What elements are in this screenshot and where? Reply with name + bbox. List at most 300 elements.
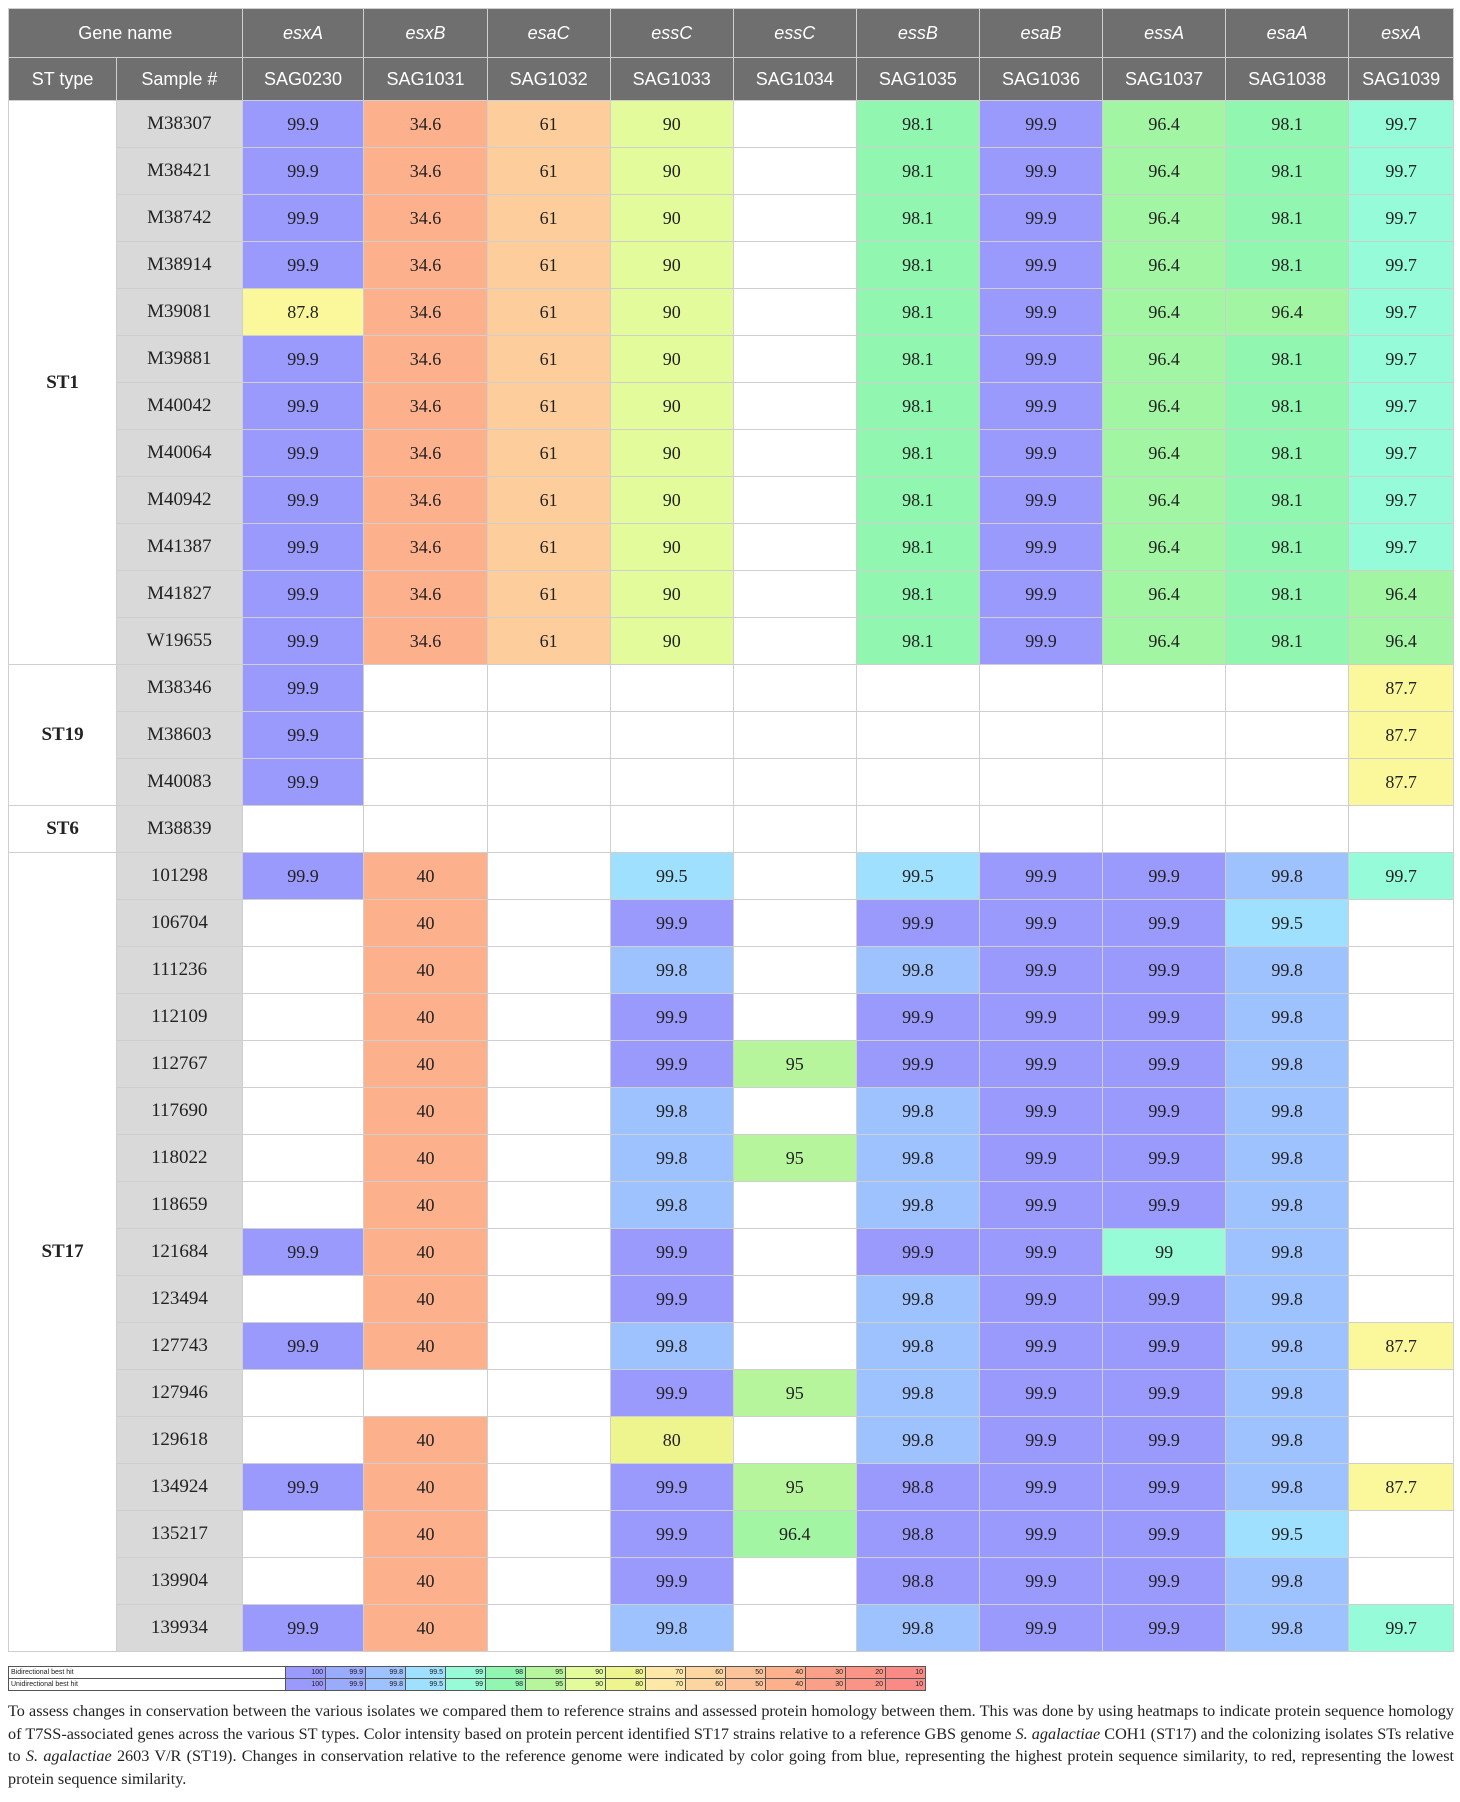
table-row <box>9 1323 1454 1370</box>
homology-cell: 99.9 <box>979 1511 1102 1558</box>
gene-header: esxA <box>242 9 364 58</box>
sample-cell: M39881 <box>117 336 242 383</box>
homology-cell: 90 <box>610 383 733 430</box>
homology-cell <box>733 665 856 712</box>
gene-id-header: SAG1037 <box>1103 58 1226 101</box>
homology-cell: 99.7 <box>1349 242 1454 289</box>
legend-swatch: 99 <box>446 1667 486 1679</box>
legend-label: Unidirectional best hit <box>9 1679 286 1691</box>
homology-cell <box>1349 1558 1454 1605</box>
sample-cell: M38346 <box>117 665 242 712</box>
table-row <box>9 1558 1454 1605</box>
homology-cell: 40 <box>364 1088 487 1135</box>
homology-cell: 96.4 <box>1103 430 1226 477</box>
gene-header: esxB <box>364 9 487 58</box>
homology-cell: 98.1 <box>1226 524 1349 571</box>
homology-cell: 96.4 <box>733 1511 856 1558</box>
homology-cell: 98.1 <box>1226 148 1349 195</box>
homology-cell <box>733 1229 856 1276</box>
homology-cell <box>1103 806 1226 853</box>
homology-cell: 99.7 <box>1349 195 1454 242</box>
legend-swatch: 30 <box>806 1679 846 1691</box>
homology-cell: 98.1 <box>856 336 979 383</box>
homology-cell: 34.6 <box>364 383 487 430</box>
homology-cell <box>487 900 610 947</box>
homology-cell: 96.4 <box>1103 289 1226 336</box>
homology-cell: 99.7 <box>1349 148 1454 195</box>
table-row <box>9 1276 1454 1323</box>
homology-cell: 99.8 <box>856 1276 979 1323</box>
homology-cell: 96.4 <box>1103 336 1226 383</box>
sample-cell: 127743 <box>117 1323 242 1370</box>
homology-cell: 99.9 <box>979 1417 1102 1464</box>
homology-cell <box>733 806 856 853</box>
homology-cell <box>364 712 487 759</box>
legend-swatch: 90 <box>566 1667 606 1679</box>
homology-cell: 99.9 <box>979 336 1102 383</box>
homology-cell <box>856 759 979 806</box>
homology-cell <box>364 759 487 806</box>
homology-cell <box>242 1370 364 1417</box>
homology-cell <box>487 1182 610 1229</box>
homology-cell: 98.1 <box>856 571 979 618</box>
homology-cell: 99.8 <box>610 1182 733 1229</box>
homology-cell: 98.1 <box>1226 571 1349 618</box>
homology-cell: 61 <box>487 242 610 289</box>
homology-cell: 99.9 <box>1103 1605 1226 1652</box>
homology-cell <box>242 1088 364 1135</box>
legend-swatch: 100 <box>286 1667 326 1679</box>
homology-cell: 90 <box>610 618 733 665</box>
homology-cell: 96.4 <box>1103 101 1226 148</box>
homology-cell: 99.8 <box>1226 1417 1349 1464</box>
homology-cell: 99.9 <box>979 1182 1102 1229</box>
homology-cell <box>242 900 364 947</box>
homology-cell <box>242 1041 364 1088</box>
homology-cell <box>856 806 979 853</box>
homology-cell: 99.8 <box>1226 1464 1349 1511</box>
table-row <box>9 383 1454 430</box>
homology-cell: 40 <box>364 1229 487 1276</box>
homology-cell: 99 <box>1103 1229 1226 1276</box>
table-row <box>9 289 1454 336</box>
homology-cell <box>733 900 856 947</box>
homology-cell: 99.7 <box>1349 853 1454 900</box>
homology-cell: 99.9 <box>979 1229 1102 1276</box>
homology-cell: 96.4 <box>1349 571 1454 618</box>
legend-swatch: 95 <box>526 1679 566 1691</box>
homology-cell <box>1349 806 1454 853</box>
homology-cell <box>733 1417 856 1464</box>
homology-cell: 99.9 <box>610 900 733 947</box>
homology-cell: 99.5 <box>856 853 979 900</box>
figure-caption <box>8 1700 1454 1790</box>
homology-cell: 40 <box>364 1605 487 1652</box>
homology-cell: 99.9 <box>610 1511 733 1558</box>
homology-cell: 99.7 <box>1349 524 1454 571</box>
homology-cell: 98.1 <box>1226 242 1349 289</box>
homology-cell: 87.7 <box>1349 1464 1454 1511</box>
homology-cell: 99.9 <box>242 336 364 383</box>
homology-cell: 99.8 <box>1226 947 1349 994</box>
homology-cell <box>733 524 856 571</box>
homology-cell <box>364 665 487 712</box>
homology-cell: 99.5 <box>610 853 733 900</box>
homology-cell <box>487 1558 610 1605</box>
homology-cell <box>733 994 856 1041</box>
homology-cell: 87.7 <box>1349 665 1454 712</box>
legend-swatch: 70 <box>646 1679 686 1691</box>
sample-cell: M38421 <box>117 148 242 195</box>
homology-cell: 99.9 <box>610 1370 733 1417</box>
homology-cell: 98.8 <box>856 1511 979 1558</box>
homology-cell: 96.4 <box>1103 242 1226 289</box>
sample-cell: 123494 <box>117 1276 242 1323</box>
homology-cell: 99.8 <box>856 1323 979 1370</box>
homology-cell: 80 <box>610 1417 733 1464</box>
homology-cell: 99.8 <box>856 1135 979 1182</box>
homology-cell: 99.9 <box>979 1135 1102 1182</box>
homology-cell <box>487 1088 610 1135</box>
homology-cell <box>733 383 856 430</box>
legend-swatch: 80 <box>606 1679 646 1691</box>
homology-cell: 99.8 <box>1226 1370 1349 1417</box>
homology-cell: 99.9 <box>242 1229 364 1276</box>
homology-cell <box>1226 712 1349 759</box>
homology-cell: 99.8 <box>1226 994 1349 1041</box>
legend-swatch: 50 <box>726 1679 766 1691</box>
homology-cell: 96.4 <box>1103 195 1226 242</box>
homology-cell: 34.6 <box>364 618 487 665</box>
homology-cell: 61 <box>487 195 610 242</box>
homology-cell: 98.1 <box>1226 195 1349 242</box>
sample-cell: M38742 <box>117 195 242 242</box>
homology-cell: 99.9 <box>979 1558 1102 1605</box>
homology-cell: 99.9 <box>979 571 1102 618</box>
homology-cell: 99.9 <box>979 947 1102 994</box>
homology-cell <box>1349 1370 1454 1417</box>
table-row <box>9 430 1454 477</box>
table-row <box>9 148 1454 195</box>
homology-cell <box>1349 1041 1454 1088</box>
sample-cell: 139934 <box>117 1605 242 1652</box>
homology-cell <box>733 1182 856 1229</box>
homology-cell: 98.1 <box>856 618 979 665</box>
homology-cell <box>487 806 610 853</box>
homology-cell: 34.6 <box>364 477 487 524</box>
table-row <box>9 1088 1454 1135</box>
homology-cell <box>733 336 856 383</box>
homology-cell: 99.9 <box>1103 1276 1226 1323</box>
homology-cell: 40 <box>364 1558 487 1605</box>
homology-cell: 99.9 <box>1103 1323 1226 1370</box>
homology-cell: 99.9 <box>242 195 364 242</box>
sample-cell: 134924 <box>117 1464 242 1511</box>
homology-cell: 99.8 <box>610 1605 733 1652</box>
homology-cell: 99.8 <box>856 1088 979 1135</box>
sample-cell: M40042 <box>117 383 242 430</box>
homology-cell <box>1226 806 1349 853</box>
homology-cell <box>487 994 610 1041</box>
legend-swatch: 99.5 <box>406 1667 446 1679</box>
homology-cell: 99.9 <box>979 430 1102 477</box>
homology-cell: 99.9 <box>1103 1370 1226 1417</box>
homology-cell: 87.8 <box>242 289 364 336</box>
table-row <box>9 994 1454 1041</box>
homology-cell: 99.9 <box>979 618 1102 665</box>
legend-swatch: 80 <box>606 1667 646 1679</box>
homology-cell <box>487 1417 610 1464</box>
homology-cell: 99.9 <box>242 1464 364 1511</box>
sample-cell: M40083 <box>117 759 242 806</box>
homology-cell: 34.6 <box>364 195 487 242</box>
homology-cell: 34.6 <box>364 242 487 289</box>
legend-swatch: 60 <box>686 1679 726 1691</box>
gene-header: esaB <box>979 9 1102 58</box>
homology-cell <box>733 571 856 618</box>
table-row <box>9 618 1454 665</box>
homology-cell: 61 <box>487 148 610 195</box>
homology-cell: 34.6 <box>364 571 487 618</box>
table-row <box>9 524 1454 571</box>
table-row <box>9 759 1454 806</box>
sample-cell: M38839 <box>117 806 242 853</box>
legend-swatch: 50 <box>726 1667 766 1679</box>
homology-cell <box>979 665 1102 712</box>
legend-swatch: 90 <box>566 1679 606 1691</box>
gene-id-header: SAG1034 <box>733 58 856 101</box>
legend-swatch: 100 <box>286 1679 326 1691</box>
legend-label: Bidirectional best hit <box>9 1667 286 1679</box>
homology-cell <box>1349 1511 1454 1558</box>
sample-cell: M40942 <box>117 477 242 524</box>
legend-swatch: 99.9 <box>326 1667 366 1679</box>
id-row <box>9 58 1454 101</box>
homology-cell: 98.1 <box>1226 101 1349 148</box>
homology-cell <box>487 853 610 900</box>
homology-cell: 34.6 <box>364 101 487 148</box>
homology-cell: 96.4 <box>1226 289 1349 336</box>
table-row <box>9 336 1454 383</box>
gene-id-header: SAG0230 <box>242 58 364 101</box>
homology-cell: 99.8 <box>610 1088 733 1135</box>
homology-cell <box>733 1605 856 1652</box>
homology-cell <box>242 947 364 994</box>
homology-cell: 40 <box>364 1417 487 1464</box>
homology-cell: 96.4 <box>1103 383 1226 430</box>
legend-swatch: 40 <box>766 1679 806 1691</box>
homology-cell: 40 <box>364 1041 487 1088</box>
sample-cell: 106704 <box>117 900 242 947</box>
sample-cell: 139904 <box>117 1558 242 1605</box>
caption-text: To assess changes in conservation between the various isolates we compared them to reference strains and assessed protein homology between them. This was done by using heatmaps to indicate protein sequence homology of T7SS-associated genes across the various ST types. Color intensity based on protein percent identified ST17 strains relative to a reference GBS genome <box>8 1702 1454 1743</box>
species-name: S. agalactiae <box>1015 1724 1101 1743</box>
homology-cell: 90 <box>610 571 733 618</box>
table-row <box>9 571 1454 618</box>
homology-cell: 90 <box>610 148 733 195</box>
homology-cell: 99.8 <box>1226 1229 1349 1276</box>
homology-cell: 87.7 <box>1349 759 1454 806</box>
homology-cell: 40 <box>364 853 487 900</box>
homology-cell: 99.9 <box>1103 1417 1226 1464</box>
homology-cell: 99.9 <box>242 665 364 712</box>
table-row <box>9 1511 1454 1558</box>
homology-cell: 99.9 <box>242 1605 364 1652</box>
homology-cell: 61 <box>487 101 610 148</box>
sample-header: Sample # <box>117 58 242 101</box>
homology-cell: 34.6 <box>364 148 487 195</box>
homology-cell <box>487 1464 610 1511</box>
homology-cell <box>733 618 856 665</box>
homology-cell: 99.9 <box>1103 994 1226 1041</box>
homology-cell: 99.9 <box>610 1464 733 1511</box>
homology-cell: 99.8 <box>610 1135 733 1182</box>
gene-id-header: SAG1038 <box>1226 58 1349 101</box>
homology-cell: 99.9 <box>610 1276 733 1323</box>
homology-cell: 99.9 <box>979 101 1102 148</box>
homology-cell <box>487 1041 610 1088</box>
gene-id-header: SAG1036 <box>979 58 1102 101</box>
homology-cell: 90 <box>610 430 733 477</box>
gene-id-header: SAG1039 <box>1349 58 1454 101</box>
homology-cell: 99.8 <box>1226 1041 1349 1088</box>
legend-swatch: 99.8 <box>366 1679 406 1691</box>
homology-cell: 99.8 <box>1226 1135 1349 1182</box>
homology-cell: 99.9 <box>242 618 364 665</box>
homology-cell <box>487 1605 610 1652</box>
legend-swatch: 99.5 <box>406 1679 446 1691</box>
sample-cell: 127946 <box>117 1370 242 1417</box>
homology-cell <box>1349 900 1454 947</box>
homology-cell: 99.7 <box>1349 336 1454 383</box>
homology-cell <box>1103 712 1226 759</box>
homology-cell: 99.9 <box>1103 947 1226 994</box>
homology-cell: 99.8 <box>856 1605 979 1652</box>
homology-cell: 34.6 <box>364 430 487 477</box>
homology-cell <box>733 242 856 289</box>
homology-cell <box>733 947 856 994</box>
legend-swatch: 20 <box>846 1667 886 1679</box>
homology-heatmap-table <box>8 8 1454 1652</box>
homology-cell <box>242 1276 364 1323</box>
homology-cell: 99.9 <box>242 242 364 289</box>
homology-cell: 99.7 <box>1349 383 1454 430</box>
homology-cell: 99.5 <box>1226 900 1349 947</box>
homology-cell <box>487 1323 610 1370</box>
gene-header: esaC <box>487 9 610 58</box>
homology-cell: 96.4 <box>1103 148 1226 195</box>
homology-cell <box>487 1276 610 1323</box>
homology-cell <box>487 712 610 759</box>
homology-cell: 99.8 <box>610 947 733 994</box>
sample-cell: W19655 <box>117 618 242 665</box>
homology-cell: 99.9 <box>979 1464 1102 1511</box>
homology-cell <box>733 148 856 195</box>
legend-body <box>9 1667 926 1691</box>
homology-cell <box>242 994 364 1041</box>
homology-cell <box>733 195 856 242</box>
legend-swatch: 98 <box>486 1667 526 1679</box>
homology-cell: 61 <box>487 383 610 430</box>
homology-cell <box>242 1417 364 1464</box>
table-row <box>9 1417 1454 1464</box>
homology-cell: 99.8 <box>1226 1182 1349 1229</box>
legend-swatch: 40 <box>766 1667 806 1679</box>
homology-cell: 40 <box>364 994 487 1041</box>
homology-cell: 90 <box>610 242 733 289</box>
table-row <box>9 1182 1454 1229</box>
homology-cell <box>856 712 979 759</box>
homology-cell: 99.9 <box>242 759 364 806</box>
homology-cell: 99.8 <box>1226 1088 1349 1135</box>
homology-cell <box>733 1323 856 1370</box>
st-type-header: ST type <box>9 58 117 101</box>
homology-cell <box>733 759 856 806</box>
sample-cell: 112109 <box>117 994 242 1041</box>
homology-cell: 99.8 <box>1226 1276 1349 1323</box>
homology-cell: 40 <box>364 1135 487 1182</box>
homology-cell <box>1349 1276 1454 1323</box>
homology-cell: 99.9 <box>242 1323 364 1370</box>
table-row <box>9 1229 1454 1276</box>
homology-cell: 99.8 <box>1226 853 1349 900</box>
homology-cell <box>979 712 1102 759</box>
homology-cell <box>1103 759 1226 806</box>
homology-cell: 40 <box>364 1323 487 1370</box>
legend-swatch: 20 <box>846 1679 886 1691</box>
homology-cell: 99.9 <box>1103 1135 1226 1182</box>
homology-cell: 95 <box>733 1464 856 1511</box>
homology-cell: 61 <box>487 289 610 336</box>
sample-cell: 111236 <box>117 947 242 994</box>
homology-cell: 99.9 <box>242 430 364 477</box>
homology-cell: 99.9 <box>979 1276 1102 1323</box>
homology-cell <box>1226 759 1349 806</box>
homology-cell: 98.1 <box>1226 618 1349 665</box>
st-type-cell: ST6 <box>9 806 117 853</box>
homology-cell: 98.1 <box>856 430 979 477</box>
homology-cell: 40 <box>364 947 487 994</box>
homology-cell: 99.9 <box>979 1370 1102 1417</box>
legend-swatch: 60 <box>686 1667 726 1679</box>
table-row <box>9 900 1454 947</box>
sample-cell: 129618 <box>117 1417 242 1464</box>
sample-cell: M38603 <box>117 712 242 759</box>
homology-cell: 98.1 <box>1226 430 1349 477</box>
st-type-cell: ST17 <box>9 853 117 1652</box>
homology-cell <box>733 1088 856 1135</box>
homology-cell: 98.1 <box>856 524 979 571</box>
homology-cell: 61 <box>487 477 610 524</box>
caption-text: COH1 (ST17) and the colonizing isolates STs relative to <box>8 1724 1454 1766</box>
homology-cell <box>1349 1135 1454 1182</box>
sample-cell: 121684 <box>117 1229 242 1276</box>
homology-cell: 99.9 <box>1103 1182 1226 1229</box>
species-name: S. agalactiae <box>25 1747 112 1766</box>
table-header <box>9 9 1454 101</box>
homology-cell: 99.7 <box>1349 289 1454 336</box>
homology-cell: 99.9 <box>242 101 364 148</box>
homology-cell: 99.8 <box>856 1370 979 1417</box>
homology-cell: 99.8 <box>1226 1605 1349 1652</box>
homology-cell: 34.6 <box>364 289 487 336</box>
homology-cell: 99.9 <box>1103 1558 1226 1605</box>
legend-swatch: 99.8 <box>366 1667 406 1679</box>
homology-cell: 99.9 <box>979 853 1102 900</box>
homology-cell: 99.9 <box>1103 900 1226 947</box>
legend-swatch: 99.9 <box>326 1679 366 1691</box>
homology-cell: 99.9 <box>979 1041 1102 1088</box>
